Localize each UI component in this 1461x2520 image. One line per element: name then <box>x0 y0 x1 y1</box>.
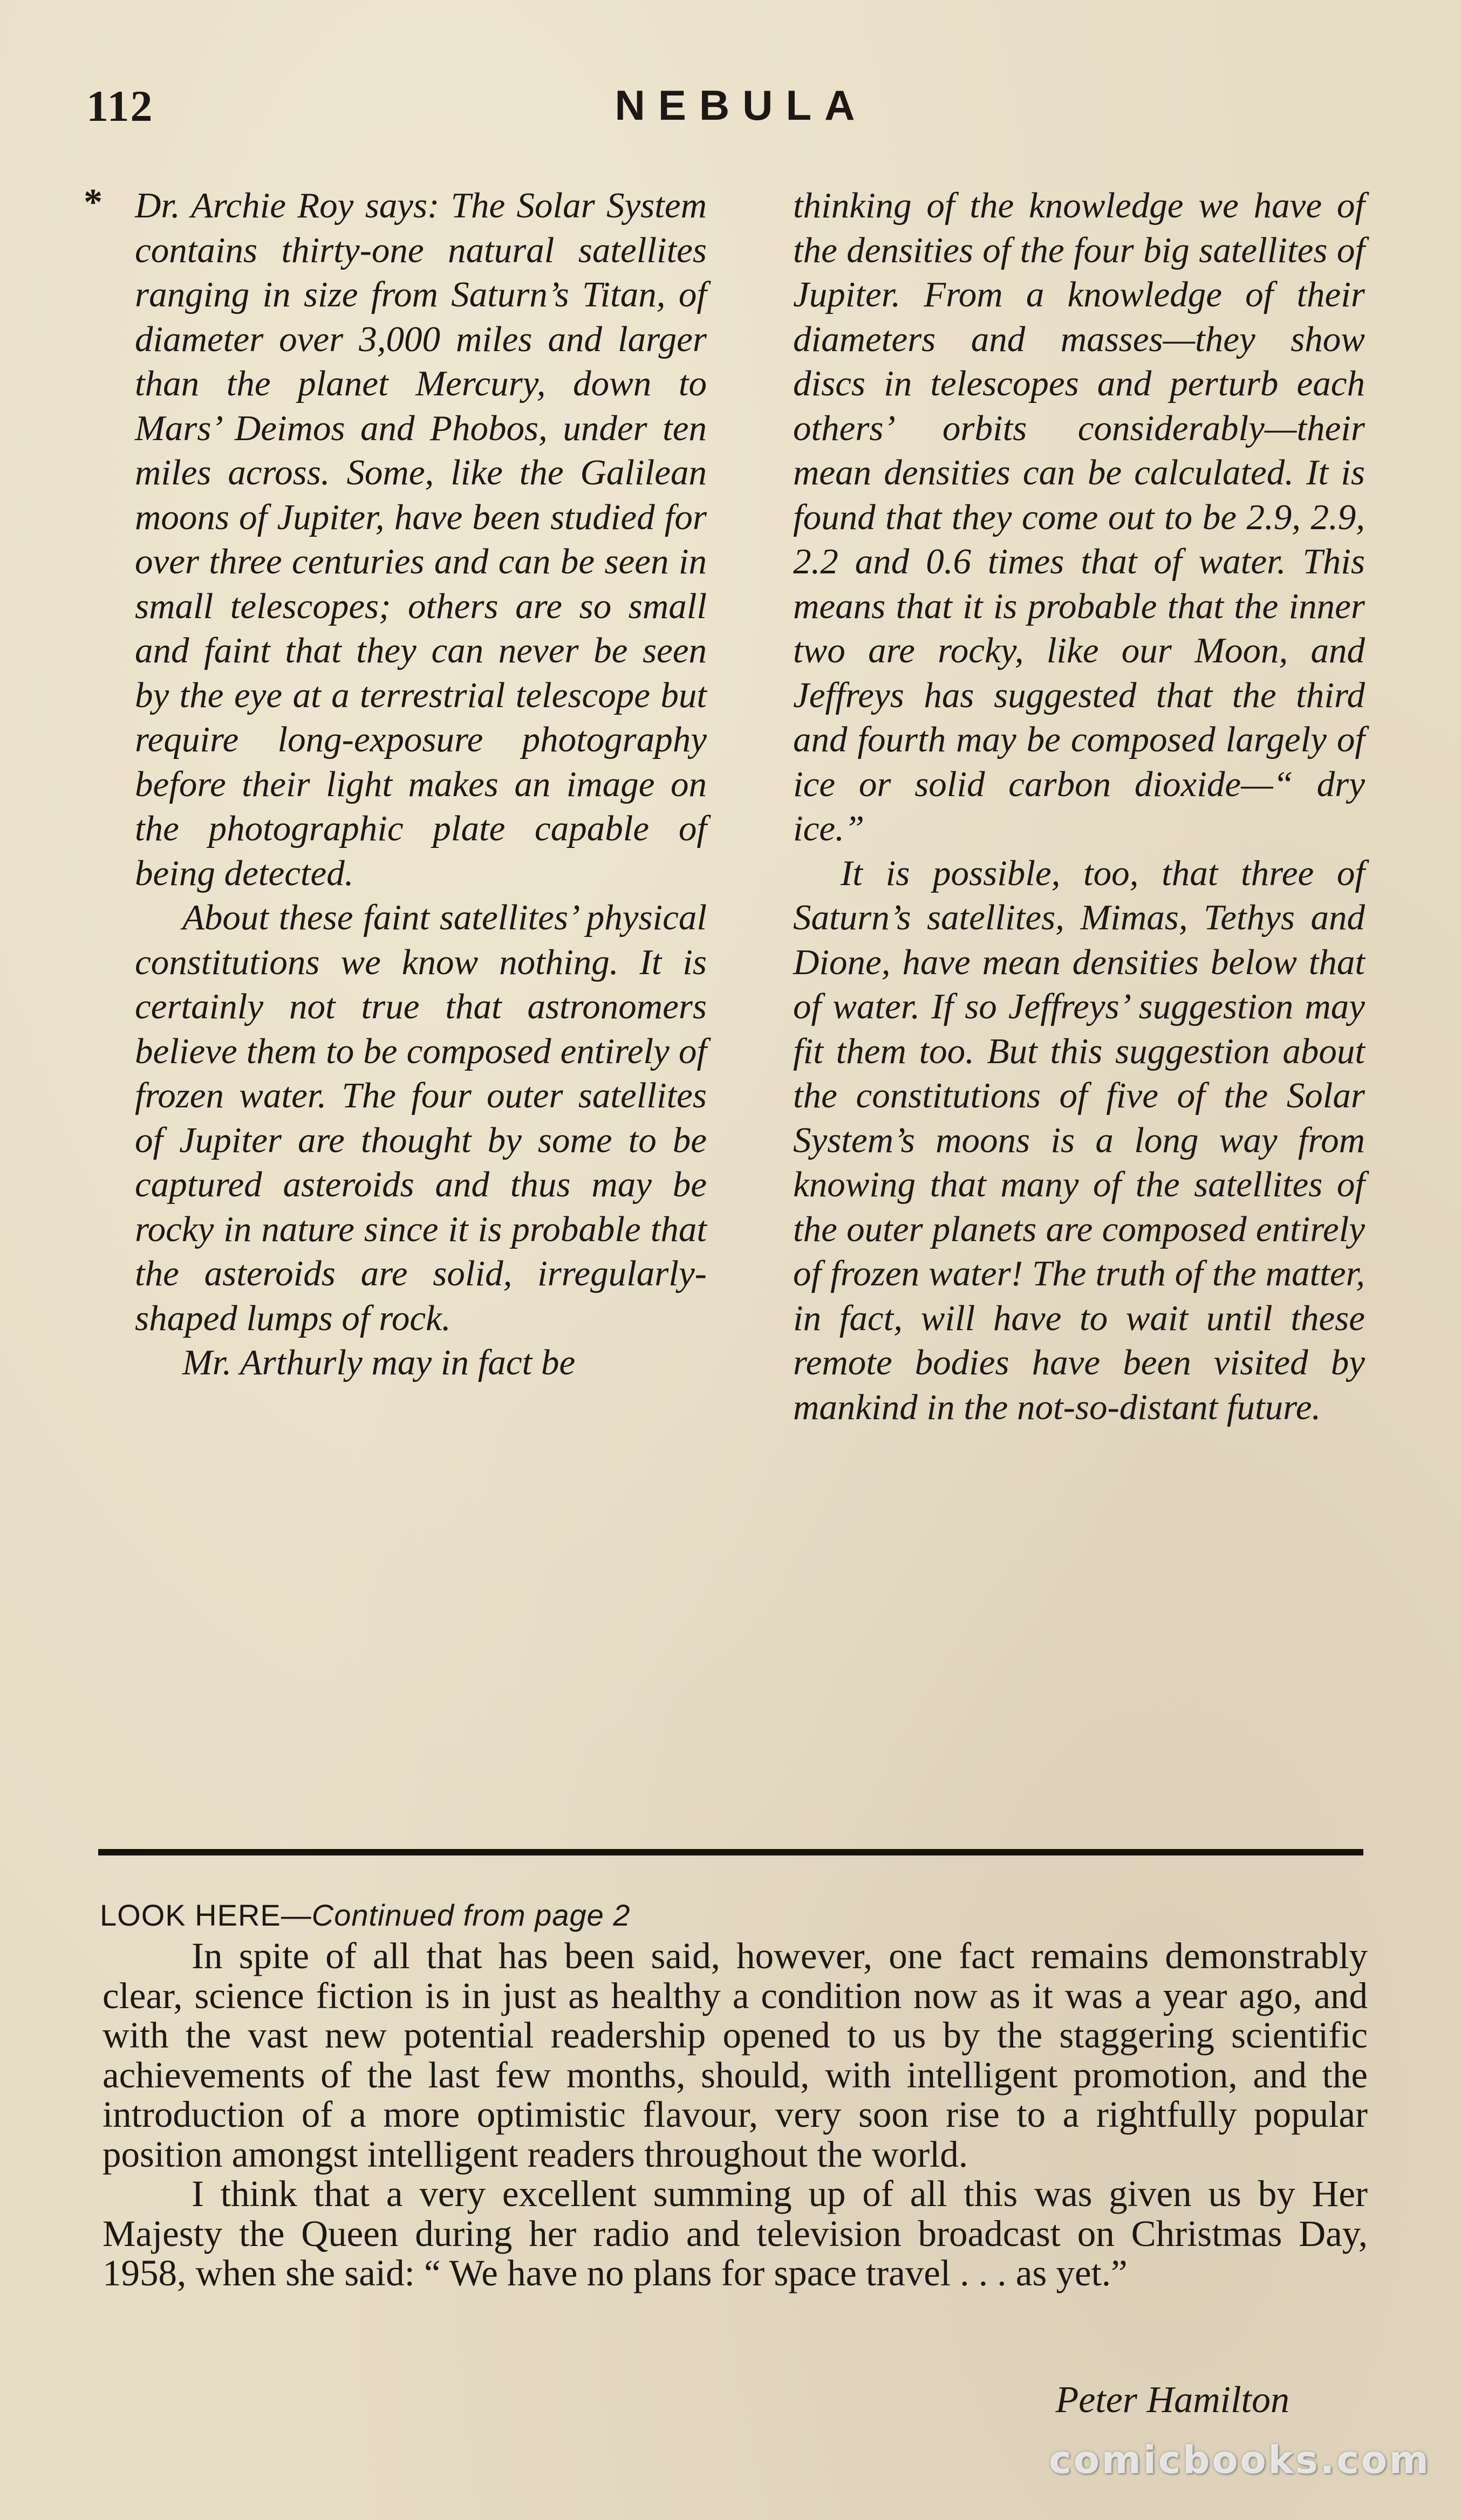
look-here-heading <box>100 1898 630 1933</box>
running-head-title: NEBULA <box>615 81 868 129</box>
article-right-column <box>793 183 1365 1429</box>
page-number: 112 <box>86 81 154 131</box>
article-paragraph: thinking of the knowledge we have of the densities of the four big satellites of Jupiter. From a knowledge of their diameters and masses—they show discs in telescopes and perturb each others’ orbits considerably—their mean densities can be calculated. It is found that they come out to be 2.9, 2.9, 2.2 and 0.6 times that of water. This means that it is probable that the inner two are rocky, like our Moon, and Jeffreys has suggested that the third and fourth may be composed largely of ice or solid carbon dioxide—“ dry ice.” <box>793 186 1365 848</box>
article-paragraph: About these faint satellites’ physical constitutions we know nothing. It is certainly not true that astronomers believe them to be composed entirely of frozen water. The four outer satellites of Jupiter are thought by some to be captured asteroids and thus may be rocky in nature since it is probable that the asteroids are solid, irregularly-shaped lumps of rock. <box>135 898 707 1338</box>
continued-note: Continued from page 2 <box>311 1898 631 1932</box>
look-here-label: LOOK HERE— <box>100 1898 312 1932</box>
article-left-column <box>135 183 707 1385</box>
section-divider-rule <box>98 1849 1363 1855</box>
look-here-body <box>103 1936 1368 2293</box>
article-paragraph: Mr. Arthurly may in fact be <box>182 1343 576 1382</box>
footnote-asterisk: * <box>84 182 103 223</box>
site-watermark: comicbooks.com <box>1049 2438 1431 2482</box>
author-signature: Peter Hamilton <box>1055 2379 1289 2421</box>
article-paragraph: Dr. Archie Roy says: The Solar System contains thirty-one natural satellites ranging in size from Saturn’s Titan, of diameter over 3,000 miles and larger than the planet Mercury, down to Mars’ Deimos and Phobos, under ten miles across. Some, like the Galilean moons of Jupiter, have been studied for over three centuries and can be seen in small telescopes; others are so small and faint that they can never be seen by the eye at a terrestrial telescope but require long-exposure photography before their light makes an image on the photographic plate capable of being detected. <box>135 186 707 893</box>
article-paragraph: It is possible, too, that three of Saturn’s satellites, Mimas, Tethys and Dione, have mean densities below that of water. If so Jeffreys’ suggestion may fit them too. But this suggestion about the constitutions of five of the Solar System’s moons is a long way from knowing that many of the satellites of the outer planets are composed entirely of frozen water! The truth of the matter, in fact, will have to wait until these remote bodies have been visited by mankind in the not-so-distant future. <box>793 853 1365 1427</box>
look-here-paragraph: In spite of all that has been said, however, one fact remains demonstrably clear, science fiction is in just as healthy a condition now as it was a year ago, and with the vast new potential readership opened to us by the staggering scientific achievements of the last few months, should, with intelligent promotion, and the introduction of a more optimistic flavour, very soon rise to a rightfully popular position amongst intelligent readers throughout the world. <box>103 1935 1368 2175</box>
look-here-paragraph: I think that a very excellent summing up of all this was given us by Her Majesty the Queen during her radio and television broadcast on Christmas Day, 1958, when she said: “ We have no plans for space travel . . . as yet.” <box>103 2173 1368 2293</box>
